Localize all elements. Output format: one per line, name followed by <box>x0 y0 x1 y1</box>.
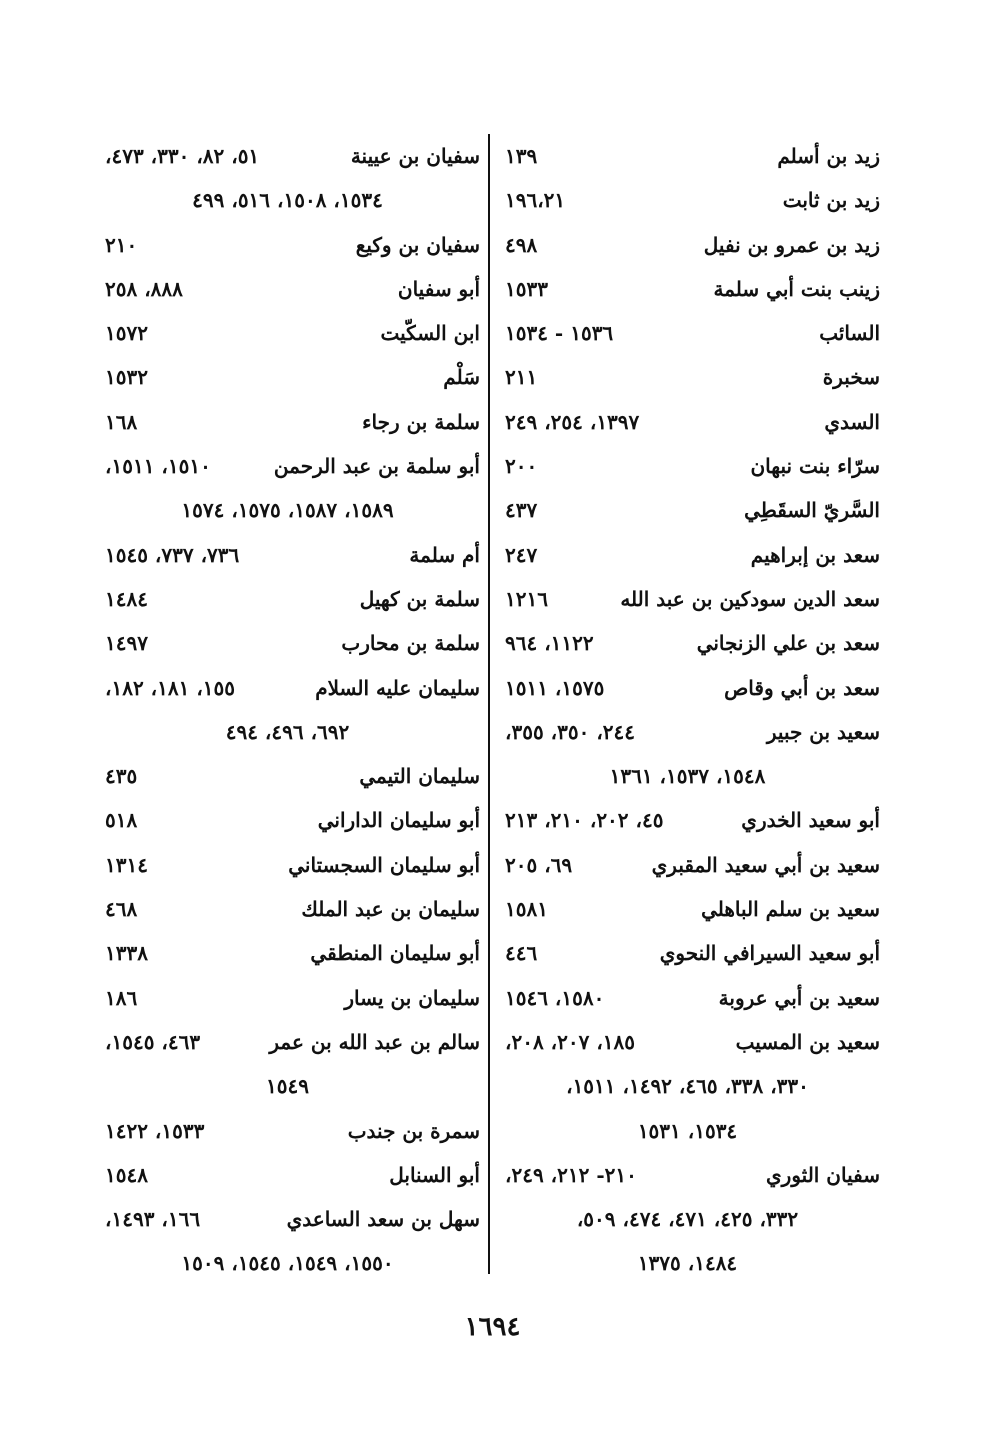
entry-page-numbers: ٣٣٢، ٤٢٥، ٤٧١، ٤٧٤، ٥٠٩، <box>576 1207 799 1232</box>
entry-page-numbers: ١٢١٦ <box>505 586 548 611</box>
entry-name: سرّاء بنت نبهان <box>750 454 880 479</box>
entry-page-numbers: ١٤٨٤، ١٣٧٥ <box>637 1251 738 1276</box>
index-entry <box>495 533 880 577</box>
entry-page-numbers: ١٥٣٦ - ١٥٣٤ <box>505 321 614 346</box>
entry-page-numbers: ١٥٨١ <box>505 897 548 922</box>
index-entry <box>495 710 880 754</box>
entry-name: السائب <box>819 321 880 346</box>
page-number: ١٦٩٤ <box>464 1312 521 1342</box>
entry-name: أبو سليمان الداراني <box>317 808 480 833</box>
index-entry <box>495 178 880 222</box>
entry-name: سعيد بن أبي عروبة <box>718 985 880 1010</box>
index-entry <box>95 798 480 842</box>
index-entry <box>95 754 480 798</box>
entry-name: سفيان بن وكيع <box>355 232 480 257</box>
index-entry <box>95 843 480 887</box>
entry-name: زيد بن عمرو بن نفيل <box>703 232 880 257</box>
index-entry <box>495 931 880 975</box>
entry-name: سليمان عليه السلام <box>315 675 480 700</box>
index-entry <box>95 267 480 311</box>
index-entry <box>495 621 880 665</box>
entry-name: سعد بن إبراهيم <box>750 542 880 567</box>
entry-page-numbers: ١٨٥، ٢٠٧، ٢٠٨، <box>505 1029 636 1054</box>
entry-name: أم سلمة <box>409 542 480 567</box>
entry-page-numbers: ٤٣٧ <box>505 498 538 523</box>
index-entry <box>95 1109 480 1153</box>
entry-name: سعد بن علي الزنجاني <box>696 631 880 656</box>
index-entry <box>95 533 480 577</box>
index-entry <box>495 355 880 399</box>
entry-page-numbers: ١٥٥، ١٨١، ١٨٢، <box>105 675 236 700</box>
index-entry <box>95 444 480 488</box>
entry-page-numbers: ١٥٣٤، ١٥٣١ <box>637 1118 738 1143</box>
entry-page-numbers: ٢٤٧ <box>505 542 538 567</box>
entry-name: سعد الدين سودكين بن عبد الله <box>620 586 880 611</box>
entry-page-numbers: ١٥٣٢ <box>105 365 148 390</box>
entry-name: سمرة بن جندب <box>347 1118 480 1143</box>
entry-name: سهل بن سعد الساعدي <box>286 1207 480 1232</box>
entry-name: سلمة بن كهيل <box>359 586 480 611</box>
entry-page-numbers: ٤٥، ٢٠٢، ٢١٠، ٢١٣ <box>505 808 664 833</box>
entry-page-numbers: ٧٣٦، ٧٣٧، ١٥٤٥ <box>105 542 240 567</box>
entry-page-numbers: ٢١٠- ٢١٢، ٢٤٩، <box>505 1162 637 1187</box>
index-entry-continuation <box>495 1241 880 1285</box>
entry-name: سليمان بن يسار <box>344 985 480 1010</box>
index-entry <box>495 1020 880 1064</box>
index-entry <box>495 444 880 488</box>
entry-page-numbers: ٣٣٠، ٣٣٨، ٤٦٥، ١٤٩٢، ١٥١١، <box>566 1074 809 1099</box>
index-entry-continuation <box>495 1197 880 1241</box>
index-column-right <box>495 134 880 1286</box>
entry-name: سليمان بن عبد الملك <box>301 897 480 922</box>
entry-page-numbers: ٤٤٦ <box>505 941 538 966</box>
index-column-left <box>95 134 480 1286</box>
index-entry-continuation <box>95 488 480 532</box>
entry-page-numbers: ١٥٣٣، ١٤٢٢ <box>105 1118 205 1143</box>
entry-name: سخبرة <box>822 365 880 390</box>
index-entry <box>495 798 880 842</box>
entry-page-numbers: ٢٠٠ <box>505 454 538 479</box>
entry-name: سعيد بن أبي سعيد المقبري <box>651 852 880 877</box>
index-entry <box>95 621 480 665</box>
entry-page-numbers: ١٦٦، ١٤٩٣، <box>105 1207 201 1232</box>
index-entry <box>495 976 880 1020</box>
entry-name: سعيد بن جبير <box>766 719 880 744</box>
entry-name: سَلْم <box>443 365 480 390</box>
entry-page-numbers: ٢١١ <box>505 365 538 390</box>
entry-name: زينب بنت أبي سلمة <box>713 276 880 301</box>
entry-page-numbers: ١٦٨ <box>105 409 138 434</box>
entry-page-numbers: ١٥٣٤، ١٥٠٨، ٥١٦، ٤٩٩ <box>192 188 383 213</box>
index-entry <box>95 1020 480 1064</box>
entry-page-numbers: ١٥١٠، ١٥١١، <box>105 454 211 479</box>
entry-name: السدي <box>824 409 880 434</box>
index-entry <box>495 577 880 621</box>
entry-name: سعد بن أبي وقاص <box>724 675 880 700</box>
entry-name: زيد بن ثابت <box>782 188 880 213</box>
index-entry <box>95 1153 480 1197</box>
entry-page-numbers: ٤٩٨ <box>505 232 538 257</box>
entry-name: سفيان الثوري <box>766 1162 880 1187</box>
entry-page-numbers: ٥١، ٨٢، ٣٣٠، ٤٧٣، <box>105 144 260 168</box>
entry-page-numbers: ٦٩، ٢٠٥ <box>505 852 573 877</box>
index-entry <box>495 887 880 931</box>
index-entry <box>495 311 880 355</box>
entry-page-numbers: ٢٤٤، ٣٥٠، ٣٥٥، <box>505 719 636 744</box>
index-entry <box>95 223 480 267</box>
index-entry <box>495 488 880 532</box>
entry-page-numbers: ١٥٤٩ <box>266 1074 309 1099</box>
entry-name: سالم بن عبد الله بن عمر <box>269 1029 480 1054</box>
entry-name: أبو سفيان <box>397 276 480 301</box>
entry-page-numbers: ١٥٥٠، ١٥٤٩، ١٥٤٥، ١٥٠٩ <box>181 1251 394 1276</box>
entry-page-numbers: ١٩٦،٢١ <box>505 188 566 213</box>
entry-name: سلمة بن رجاء <box>362 409 480 434</box>
index-entry-continuation <box>495 1109 880 1153</box>
entry-page-numbers: ٥١٨ <box>105 808 138 833</box>
index-entry <box>95 1197 480 1241</box>
column-divider <box>488 134 490 1274</box>
index-entry <box>95 311 480 355</box>
entry-name: سلمة بن محارب <box>341 631 480 656</box>
entry-page-numbers: ١٣٣٨ <box>105 941 148 966</box>
entry-name: سفيان بن عيينة <box>350 144 480 168</box>
entry-name: أبو سلمة بن عبد الرحمن <box>273 454 480 479</box>
index-entry <box>95 666 480 710</box>
index-entry <box>95 931 480 975</box>
index-entry <box>495 666 880 710</box>
entry-page-numbers: ٤٦٣، ١٥٤٥، <box>105 1029 201 1054</box>
index-entry <box>495 267 880 311</box>
index-entry <box>95 134 480 178</box>
index-entry <box>95 887 480 931</box>
index-entry-continuation <box>95 1241 480 1285</box>
entry-name: زيد بن أسلم <box>777 144 880 168</box>
entry-name: أبو سليمان السجستاني <box>288 852 480 877</box>
entry-page-numbers: ١٣٩٧، ٢٥٤، ٢٤٩ <box>505 409 640 434</box>
entry-name: أبو السنابل <box>389 1162 480 1187</box>
index-entry-continuation <box>495 1064 880 1108</box>
index-entry <box>95 976 480 1020</box>
entry-page-numbers: ١٥٨٩، ١٥٨٧، ١٥٧٥، ١٥٧٤ <box>181 498 394 523</box>
index-entry-continuation <box>495 754 880 798</box>
entry-name: السَّريّ السقَطِي <box>744 498 880 523</box>
index-entry <box>495 223 880 267</box>
entry-page-numbers: ٢١٠ <box>105 232 138 257</box>
index-entry <box>95 355 480 399</box>
entry-page-numbers: ٦٩٢، ٤٩٦، ٤٩٤ <box>225 719 350 744</box>
index-entry <box>495 1153 880 1197</box>
entry-name: أبو سليمان المنطقي <box>310 941 480 966</box>
entry-page-numbers: ١٥٧٢ <box>105 321 148 346</box>
index-entry <box>95 400 480 444</box>
index-entry-continuation <box>95 710 480 754</box>
entry-page-numbers: ١٥٣٣ <box>505 276 548 301</box>
entry-page-numbers: ١٥٤٨، ١٥٣٧، ١٣٦١ <box>609 764 766 789</box>
index-entry <box>95 577 480 621</box>
entry-page-numbers: ١٥٨٠، ١٥٤٦ <box>505 985 605 1010</box>
entry-page-numbers: ١١٢٢، ٩٦٤ <box>505 631 594 656</box>
entry-name: سعيد بن سلم الباهلي <box>701 897 880 922</box>
entry-page-numbers: ١٥٤٨ <box>105 1162 148 1187</box>
index-entry <box>495 400 880 444</box>
entry-page-numbers: ٤٣٥ <box>105 764 138 789</box>
entry-page-numbers: ١٤٨٤ <box>105 586 148 611</box>
entry-page-numbers: ١٤٩٧ <box>105 631 148 656</box>
entry-name: سعيد بن المسيب <box>735 1029 880 1054</box>
entry-page-numbers: ١٨٦ <box>105 985 138 1010</box>
entry-page-numbers: ١٣١٤ <box>105 852 148 877</box>
entry-page-numbers: ٤٦٨ <box>105 897 138 922</box>
entry-name: أبو سعيد السيرافي النحوي <box>659 941 880 966</box>
entry-name: أبو سعيد الخدري <box>741 808 880 833</box>
index-entry <box>495 843 880 887</box>
entry-name: ابن السكّيت <box>380 321 480 346</box>
entry-page-numbers: ١٣٩ <box>505 144 538 168</box>
index-entry <box>495 134 880 178</box>
index-entry-continuation <box>95 178 480 222</box>
entry-page-numbers: ١٥٧٥، ١٥١١ <box>505 675 605 700</box>
entry-name: سليمان التيمي <box>359 764 480 789</box>
index-entry-continuation <box>95 1064 480 1108</box>
entry-page-numbers: ٨٨٨، ٢٥٨ <box>105 276 183 301</box>
